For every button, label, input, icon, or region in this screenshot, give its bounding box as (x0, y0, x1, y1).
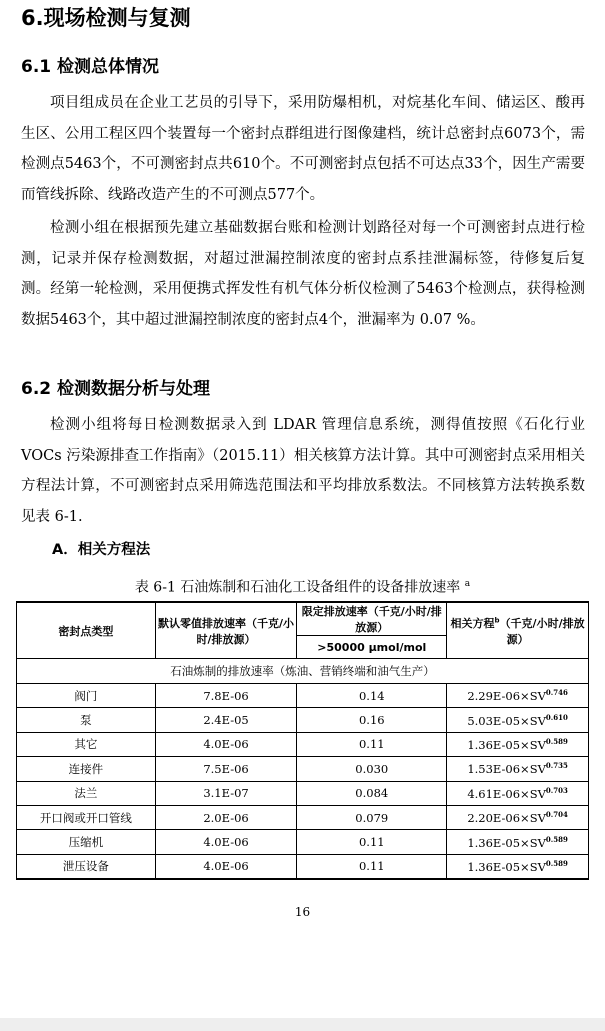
header-correlation-equation (447, 602, 589, 659)
equation-exponent: 0.703 (545, 785, 568, 795)
equation-coefficient: 1.36E-05×SV (467, 859, 546, 874)
section-6-2-paragraph: 检测小组将每日检测数据录入到 LDAR 管理信息系统，测得值按照《石化行业 VOCs 污染源排查工作指南》（2015.11）相关核算方法计算。其中可测密封点采用相关方程法计算，不可测密封点采用筛选范围法和平均排放系数法。不同核算方法转换系数见表 6-1. (21, 417, 585, 525)
header-correlation-label: 相关方程 (450, 616, 495, 630)
cell-correlation-equation (447, 708, 589, 732)
table-row (17, 708, 589, 732)
header-correlation-units: （千克/小时/排放源） (499, 616, 585, 646)
table-caption (0, 572, 605, 600)
cell-default-rate: 4.0E-06 (155, 830, 297, 854)
cell-seal-type: 开口阀或开口管线 (17, 805, 156, 829)
header-default-zero-rate: 默认零值排放速率（千克/小时/排放源） (155, 602, 297, 659)
cell-correlation-equation (447, 830, 589, 854)
header-limit-threshold: >50000 μmol/mol (297, 636, 447, 659)
cell-correlation-equation (447, 854, 589, 879)
cell-limit-rate: 0.079 (297, 805, 447, 829)
section-6-1-paragraph-2: 检测小组在根据预先建立基础数据台账和检测计划路径对每一个可测密封点进行检测，记录并保存检测数据，对超过泄漏控制浓度的密封点系挂泄漏标签，待修复后复测。经第一轮检测，采用便携式挥发性有机气体分析仪检测了5463个检测点，获得检测数据5463个，其中超过泄漏控制浓度的密封点4个，泄漏率为 0.07 %。 (21, 220, 585, 328)
equation-exponent: 0.704 (545, 810, 568, 820)
cell-correlation-equation (447, 684, 589, 708)
equation-coefficient: 5.03E-05×SV (467, 713, 546, 728)
section-6-1-title: 6.1 检测总体情况 (21, 57, 160, 77)
subheading-correlation-method: A．相关方程法 (52, 542, 151, 558)
cell-seal-type: 阀门 (17, 684, 156, 708)
equation-exponent: 0.610 (545, 712, 568, 722)
cell-default-rate: 7.8E-06 (155, 684, 297, 708)
cell-limit-rate: 0.16 (297, 708, 447, 732)
table-row (17, 781, 589, 805)
equation-coefficient: 2.20E-06×SV (467, 811, 546, 826)
table-row (17, 684, 589, 708)
table-row (17, 805, 589, 829)
table-row (17, 830, 589, 854)
equation-coefficient: 1.36E-05×SV (467, 835, 546, 850)
cell-limit-rate: 0.11 (297, 732, 447, 756)
cell-default-rate: 4.0E-06 (155, 854, 297, 879)
equation-coefficient: 1.36E-05×SV (467, 737, 546, 752)
cell-default-rate: 4.0E-06 (155, 732, 297, 756)
cell-default-rate: 2.0E-06 (155, 805, 297, 829)
equation-exponent: 0.589 (545, 737, 568, 747)
table-row (17, 757, 589, 781)
page-number: 16 (294, 905, 311, 919)
equation-exponent: 0.746 (545, 688, 568, 698)
cell-limit-rate: 0.030 (297, 757, 447, 781)
cell-correlation-equation (447, 757, 589, 781)
cell-limit-rate: 0.14 (297, 684, 447, 708)
equation-exponent: 0.589 (545, 834, 568, 844)
cell-seal-type: 泵 (17, 708, 156, 732)
table-row (17, 732, 589, 756)
cell-default-rate: 7.5E-06 (155, 757, 297, 781)
cell-limit-rate: 0.084 (297, 781, 447, 805)
cell-correlation-equation (447, 781, 589, 805)
equation-exponent: 0.735 (545, 761, 568, 771)
cell-limit-rate: 0.11 (297, 830, 447, 854)
section-6-1-paragraph-1: 项目组成员在企业工艺员的引导下，采用防爆相机，对烷基化车间、储运区、酸再生区、公用工程区四个装置每一个密封点群组进行图像建档，统计总密封点6073个，需检测点5463个，不可测密封点共610个。不可测密封点包括不可达点33个，因生产需要而管线拆除、线路改造产生的不可测点577个。 (21, 95, 585, 203)
equation-coefficient: 4.61E-06×SV (467, 786, 546, 801)
equation-exponent: 0.589 (545, 859, 568, 869)
equation-coefficient: 1.53E-06×SV (467, 762, 546, 777)
cell-seal-type: 其它 (17, 732, 156, 756)
cell-seal-type: 连接件 (17, 757, 156, 781)
table-row (17, 854, 589, 879)
cell-default-rate: 2.4E-05 (155, 708, 297, 732)
equation-coefficient: 2.29E-06×SV (467, 689, 546, 704)
section-6-2-title: 6.2 检测数据分析与处理 (21, 379, 211, 399)
emission-rate-table (16, 601, 589, 880)
header-limit-rate: 限定排放速率（千克/小时/排放源） (297, 602, 447, 636)
table-caption-text: 表 6-1 石油炼制和石油化工设备组件的设备排放速率 (134, 579, 461, 596)
cell-seal-type: 法兰 (17, 781, 156, 805)
chapter-heading: 6.现场检测与复测 (21, 6, 191, 30)
header-correlation-superscript: b (494, 615, 500, 624)
cell-seal-type: 压缩机 (17, 830, 156, 854)
cell-limit-rate: 0.11 (297, 854, 447, 879)
table-caption-superscript: a (464, 579, 471, 589)
cell-seal-type: 泄压设备 (17, 854, 156, 879)
cell-correlation-equation (447, 805, 589, 829)
cell-default-rate: 3.1E-07 (155, 781, 297, 805)
table-group-row: 石油炼制的排放速率（炼油、营销终端和油气生产） (17, 659, 589, 684)
cell-correlation-equation (447, 732, 589, 756)
header-seal-type: 密封点类型 (17, 602, 156, 659)
